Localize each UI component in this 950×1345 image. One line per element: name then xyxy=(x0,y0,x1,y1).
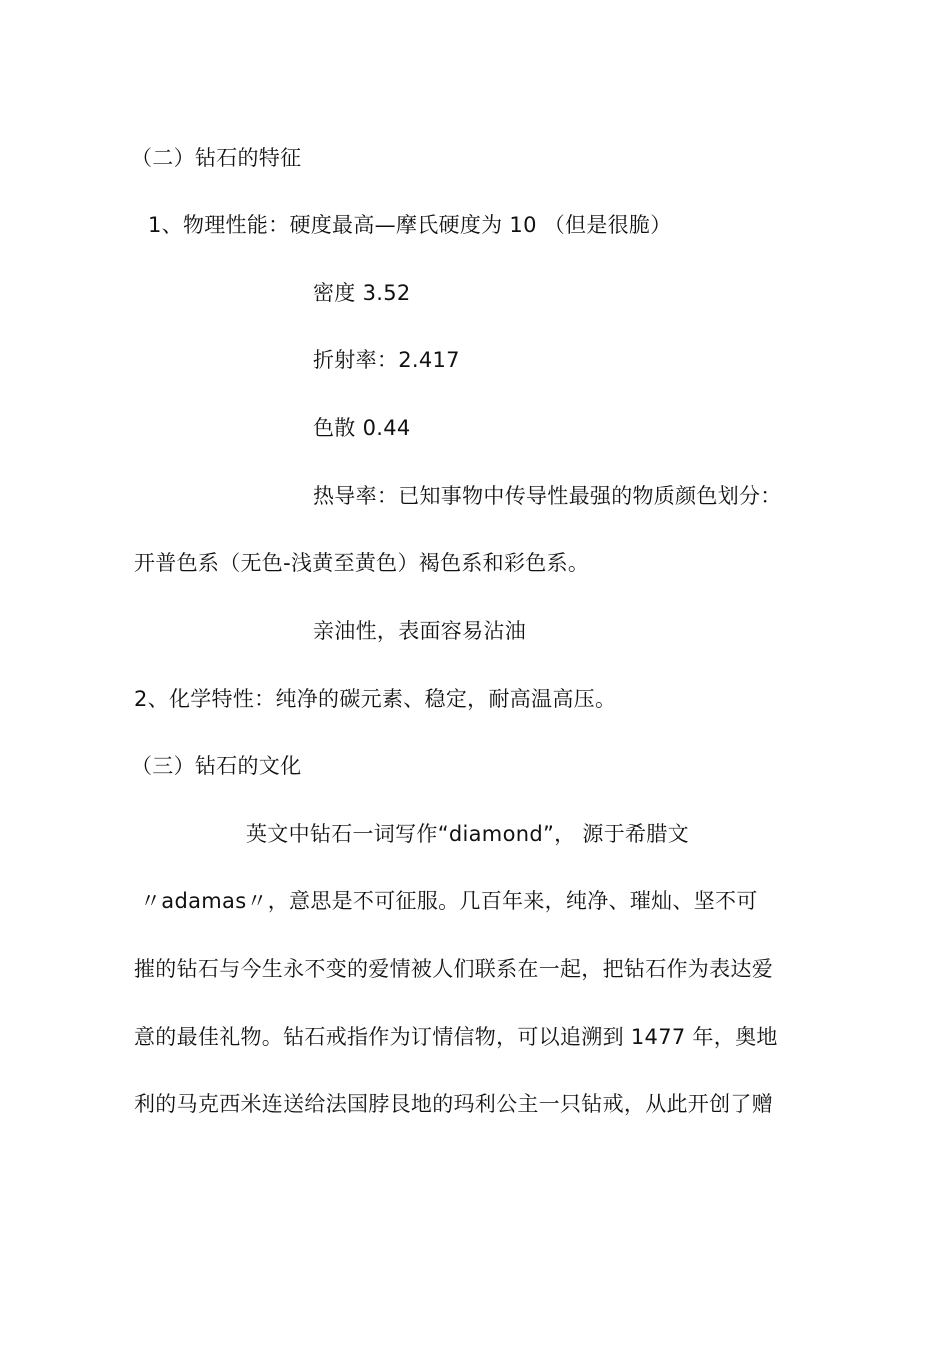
culture-paragraph-line-1: 英文中钻石一词写作“diamond”， 源于希腊文 xyxy=(246,822,689,846)
culture-paragraph-line-5: 利的马克西米连送给法国脖艮地的玛利公主一只钻戒，从此开创了赠 xyxy=(134,1092,773,1116)
thermal-conductivity-line: 热导率：已知事物中传导性最强的物质颜色划分： xyxy=(313,484,782,508)
chemical-properties-line: 2、化学特性：纯净的碳元素、稳定，耐高温高压。 xyxy=(134,687,617,711)
refractive-index-line: 折射率：2.417 xyxy=(313,348,460,372)
section-heading-features: （二）钻石的特征 xyxy=(131,146,302,170)
lipophilic-line: 亲油性，表面容易沾油 xyxy=(313,619,526,643)
physical-properties-line: 1、物理性能：硬度最高—摩氏硬度为 10 （但是很脆） xyxy=(148,213,672,237)
culture-paragraph-line-4: 意的最佳礼物。钻石戒指作为订情信物，可以追溯到 1477 年，奥地 xyxy=(134,1025,778,1049)
culture-paragraph-line-2: 〃adamas〃，意思是不可征服。几百年来，纯净、璀灿、坚不可 xyxy=(140,889,758,913)
dispersion-line: 色散 0.44 xyxy=(313,416,411,440)
color-classification-line: 开普色系（无色-浅黄至黄色）褐色系和彩色系。 xyxy=(134,551,590,575)
section-heading-culture: （三）钻石的文化 xyxy=(131,754,302,778)
culture-paragraph-line-3: 摧的钻石与今生永不变的爱情被人们联系在一起，把钻石作为表达爱 xyxy=(134,957,773,981)
density-line: 密度 3.52 xyxy=(313,281,411,305)
